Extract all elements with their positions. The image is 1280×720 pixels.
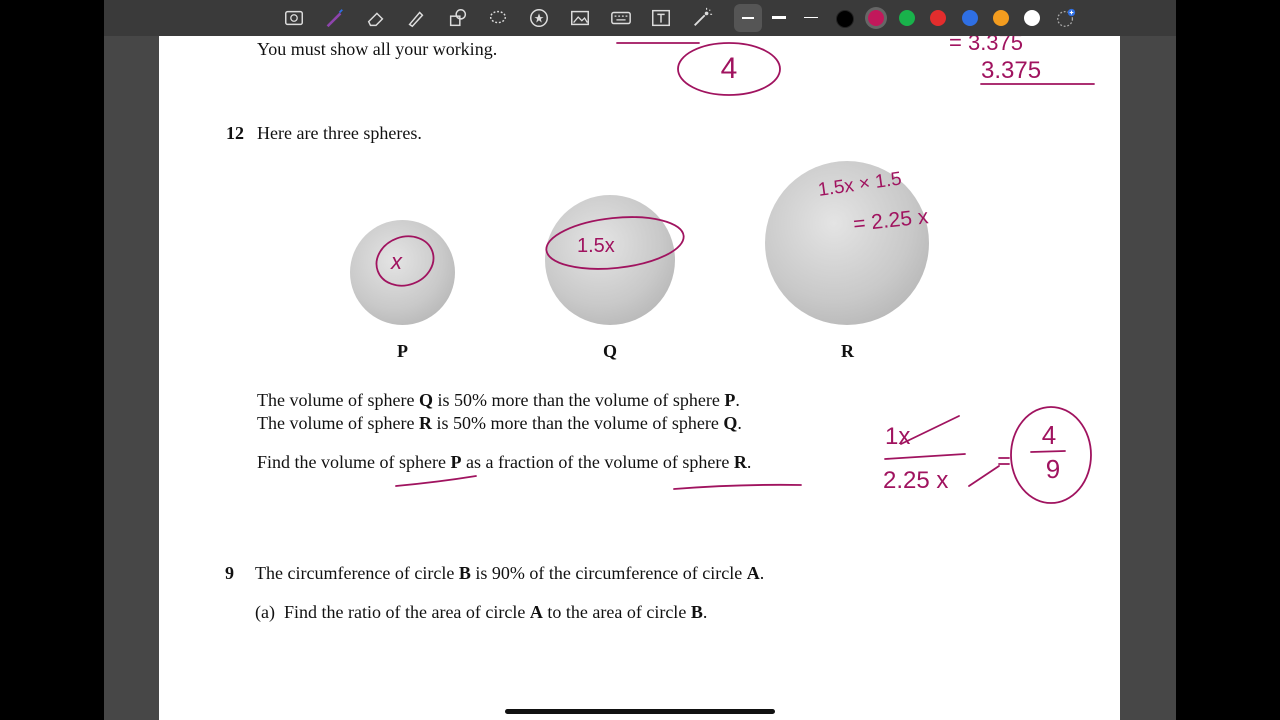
lasso-select-icon[interactable]: [282, 6, 306, 30]
ink-top-answer: 4: [720, 52, 738, 85]
color-red-swatch[interactable]: [930, 10, 946, 26]
ink-equals: [999, 458, 1009, 464]
label-r: R: [841, 341, 854, 361]
ink-top-ring: [678, 43, 780, 95]
sphere-q: [545, 195, 675, 325]
home-indicator[interactable]: [505, 709, 775, 714]
keyboard-icon[interactable]: [609, 6, 633, 30]
stroke-medium-button[interactable]: [772, 16, 786, 19]
image-icon[interactable]: [568, 6, 592, 30]
color-green-swatch[interactable]: [899, 10, 915, 26]
label-p: P: [397, 341, 408, 361]
stroke-thin-button[interactable]: [734, 4, 762, 32]
label-q: Q: [603, 341, 618, 361]
sphere-r: [765, 161, 929, 325]
eraser-icon[interactable]: [364, 6, 388, 30]
highlighter-icon[interactable]: [404, 6, 428, 30]
question-9-number: 9: [225, 563, 234, 583]
ink-result-num: 4: [1041, 420, 1057, 450]
ink-underline-r: [674, 485, 801, 489]
ink-r-work-2: = 2.25 x: [852, 205, 930, 236]
color-picker-icon[interactable]: [1054, 6, 1078, 30]
stroke-fine-button[interactable]: [804, 17, 818, 18]
text-box-icon[interactable]: [649, 6, 673, 30]
ink-r-work-1: 1.5x × 1.5: [816, 168, 903, 201]
question-12-number: 12: [226, 123, 244, 143]
color-black-swatch[interactable]: [836, 10, 854, 28]
pen-icon[interactable]: [322, 6, 346, 30]
lasso-icon[interactable]: [486, 6, 510, 30]
color-blue-swatch[interactable]: [962, 10, 978, 26]
laser-pointer-icon[interactable]: [690, 6, 714, 30]
ink-top-right-2: 3.375: [981, 57, 1042, 84]
color-magenta-swatch[interactable]: [868, 10, 884, 26]
question-12-intro: Here are three spheres.: [257, 123, 422, 143]
color-white-swatch[interactable]: [1024, 10, 1040, 26]
shapes-icon[interactable]: [446, 6, 470, 30]
q12-statement-2: The volume of sphere R is 50% more than the volume of sphere Q.: [257, 413, 742, 433]
q12-task: Find the volume of sphere P as a fraction of the volume of sphere R.: [257, 452, 752, 472]
ink-sphere-p-label: x: [391, 249, 402, 274]
ink-sphere-q-label: 1.5x: [577, 235, 615, 257]
ink-result-bar: [1031, 451, 1065, 452]
sticker-icon[interactable]: [527, 6, 551, 30]
q9-statement: The circumference of circle B is 90% of the circumference of circle A.: [255, 563, 765, 583]
annotation-toolbar: [104, 0, 1176, 36]
q12-statement-1: The volume of sphere Q is 50% more than the volume of sphere P.: [257, 390, 740, 410]
ink-frac-num: 1x: [885, 423, 911, 450]
color-orange-swatch[interactable]: [993, 10, 1009, 26]
ink-frac-bar: [885, 454, 965, 459]
ink-underline-p: [396, 476, 476, 486]
worksheet-page[interactable]: [159, 36, 1120, 720]
ink-frac-cross-den: [969, 466, 999, 486]
instruction-text: You must show all your working.: [257, 39, 498, 59]
ink-frac-cross-num: [901, 416, 959, 444]
ink-result-ring: [1011, 407, 1091, 503]
ink-frac-den: 2.25 x: [883, 467, 949, 494]
ink-result-den: 9: [1045, 454, 1061, 484]
q9-part-a: (a) Find the ratio of the area of circle A to the area of circle B.: [255, 602, 708, 622]
sphere-p: [350, 220, 455, 325]
ink-top-right-1: = 3.375: [949, 36, 1024, 55]
